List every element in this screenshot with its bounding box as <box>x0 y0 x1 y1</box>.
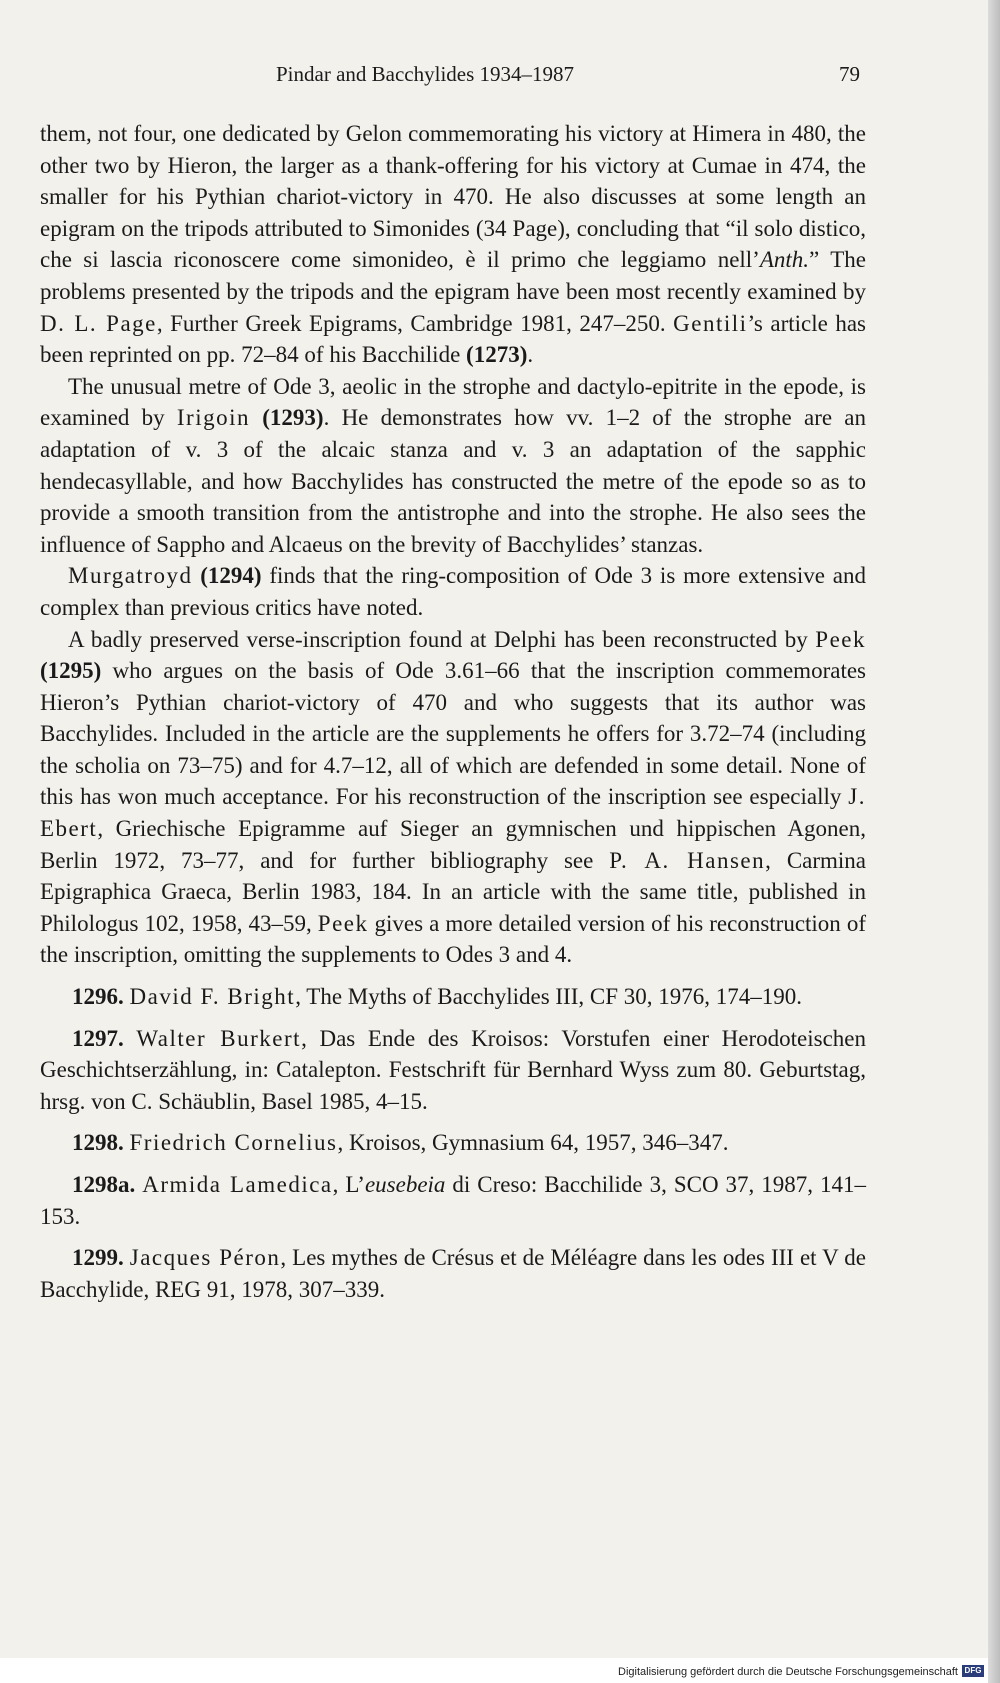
text-run: ’s article has been reprinted on pp. 72–84 of his Bacchilide <box>40 310 866 368</box>
paragraph-continuation <box>40 118 866 371</box>
entry-citation: , Les mythes de Crésus et de Méléagre dans les odes III et V de Bacchylide, REG 91, 1978, 307–339. <box>40 1245 867 1302</box>
entry-italic-word: eusebeia <box>364 1172 446 1197</box>
text-run: The unusual metre of Ode 3, aeolic in the strophe and dactylo-epitrite in the epode, is examined by <box>40 373 866 431</box>
text-run: . <box>527 342 534 368</box>
bibliography-entry <box>40 1127 866 1159</box>
running-head <box>40 62 860 92</box>
paragraph-metre <box>40 371 866 561</box>
reference-number: (1293) <box>262 405 324 431</box>
dfg-logo: DFG <box>962 1665 984 1677</box>
entry-number: 1299. <box>72 1245 124 1271</box>
author-name: D. L. Page <box>40 310 157 336</box>
author-name: Peek <box>815 626 866 652</box>
entry-number: 1298. <box>72 1130 124 1156</box>
text-run: , Griechische Epigramme auf Sieger an gymnischen und hippischen Agonen, Berlin 1972, 73–77, and for further bibliography see <box>40 816 866 873</box>
text-run: who argues on the basis of Ode 3.61–66 that the inscription commemorates Hieron’s Pythian chariot-victory of 470 and who suggests that its author was Bacchylides. Included in the article are the supplements he offers for 3.72–74 (including the scholia on 73–75) and for 4.7–12, all of which are defended in some detail. None of this has won much acceptance. For his reconstruction of the inscription see especially <box>40 658 866 810</box>
entry-author: Walter Burkert <box>136 1025 302 1051</box>
reference-number: (1295) <box>40 658 102 684</box>
page-number: 79 <box>839 62 860 86</box>
paragraph-ring-composition <box>40 560 866 623</box>
author-name: Murgatroyd <box>68 563 193 589</box>
author-name: P. A. Hansen <box>609 847 766 873</box>
funding-notice: Digitalisierung gefördert durch die Deutsche Forschungsgemeinschaft <box>618 1666 958 1678</box>
entry-citation: di Creso: Bacchilide 3, SCO 37, 1987, 141–153. <box>40 1172 867 1229</box>
text-run: finds that the ring-composition of Ode 3 is more extensive and complex than previous critics have noted. <box>40 563 866 620</box>
bibliography-entry <box>40 1169 866 1232</box>
text-run: , Further Greek Epigrams, Cambridge 1981, 247–250. <box>156 310 674 336</box>
body-text <box>40 118 866 1305</box>
entry-number: 1296. <box>72 984 124 1010</box>
bibliography-entry <box>40 1242 866 1305</box>
author-name: J. Ebert <box>40 784 866 842</box>
scan-edge <box>988 0 1000 1683</box>
italic-abbreviation: Anth. <box>759 247 810 273</box>
text-run: A badly preserved verse-inscription found at Delphi has been reconstructed by <box>68 626 816 652</box>
text-run <box>250 405 262 430</box>
bibliography-entry <box>40 1023 866 1118</box>
author-name: Irigoin <box>176 405 250 431</box>
paragraph-inscription <box>40 624 866 972</box>
entry-citation: , Kroisos, Gymnasium 64, 1957, 346–347. <box>337 1130 729 1156</box>
reference-number: (1273) <box>466 342 528 368</box>
reference-number: (1294) <box>200 563 262 589</box>
text-run: gives a more detailed version of his reconstruction of the inscription, omitting the supplements to Odes 3 and 4. <box>40 910 866 968</box>
entry-author: David F. Bright <box>129 984 296 1010</box>
entry-author: Armida Lamedica <box>142 1172 333 1197</box>
text-run: ” The problems presented by the tripods and the epigram have been most recently examined by <box>40 247 866 304</box>
entry-author: Friedrich Cornelius <box>129 1130 338 1156</box>
text-run: , Carmina Epigraphica Graeca, Berlin 1983, 184. In an article with the same title, published in Philologus 102, 1958, 43–59, <box>40 847 867 936</box>
entry-author: Jacques Péron <box>129 1245 281 1271</box>
entry-number: 1297. <box>72 1025 124 1051</box>
author-name: Gentili <box>673 310 748 336</box>
digitization-footer <box>0 1660 988 1683</box>
entry-citation: , Das Ende des Kroisos: Vorstufen einer Herodoteischen Geschichtserzählung, in: Catalepton. Festschrift für Bernhard Wyss zum 80. Geburtstag, hrsg. von C. Schäublin, Basel 1985, 4–15. <box>40 1025 867 1114</box>
running-title: Pindar and Bacchylides 1934–1987 <box>276 62 575 86</box>
text-run: them, not four, one dedicated by Gelon commemorating his victory at Himera in 480, the other two by Hieron, the larger as a thank-offering for his victory at Cumae in 474, the smaller for his Pythian chariot-victory in 470. He also discusses at some length an epigram on the tripods attributed to Simonides (34 Page), concluding that “il solo distico, che si lascia riconoscere come simonideo, è il primo che leggiamo nell’ <box>40 121 866 273</box>
entry-number: 1298a. <box>72 1172 136 1197</box>
entry-citation: , L’ <box>332 1172 365 1197</box>
entry-citation: , The Myths of Bacchylides III, CF 30, 1976, 174–190. <box>295 984 803 1010</box>
bibliography-entry <box>40 981 866 1013</box>
text-run: . He demonstrates how vv. 1–2 of the strophe are an adaptation of v. 3 of the alcaic stanza and v. 3 an adaptation of the sapphic hendecasyllable, and how Bacchylides has constructed the metre of the epode so as to provide a smooth transition from the antistrophe and into the strophe. He also sees the influence of Sappho and Alcaeus on the brevity of Bacchylides’ stanzas. <box>40 405 867 557</box>
author-name: Peek <box>317 910 369 936</box>
